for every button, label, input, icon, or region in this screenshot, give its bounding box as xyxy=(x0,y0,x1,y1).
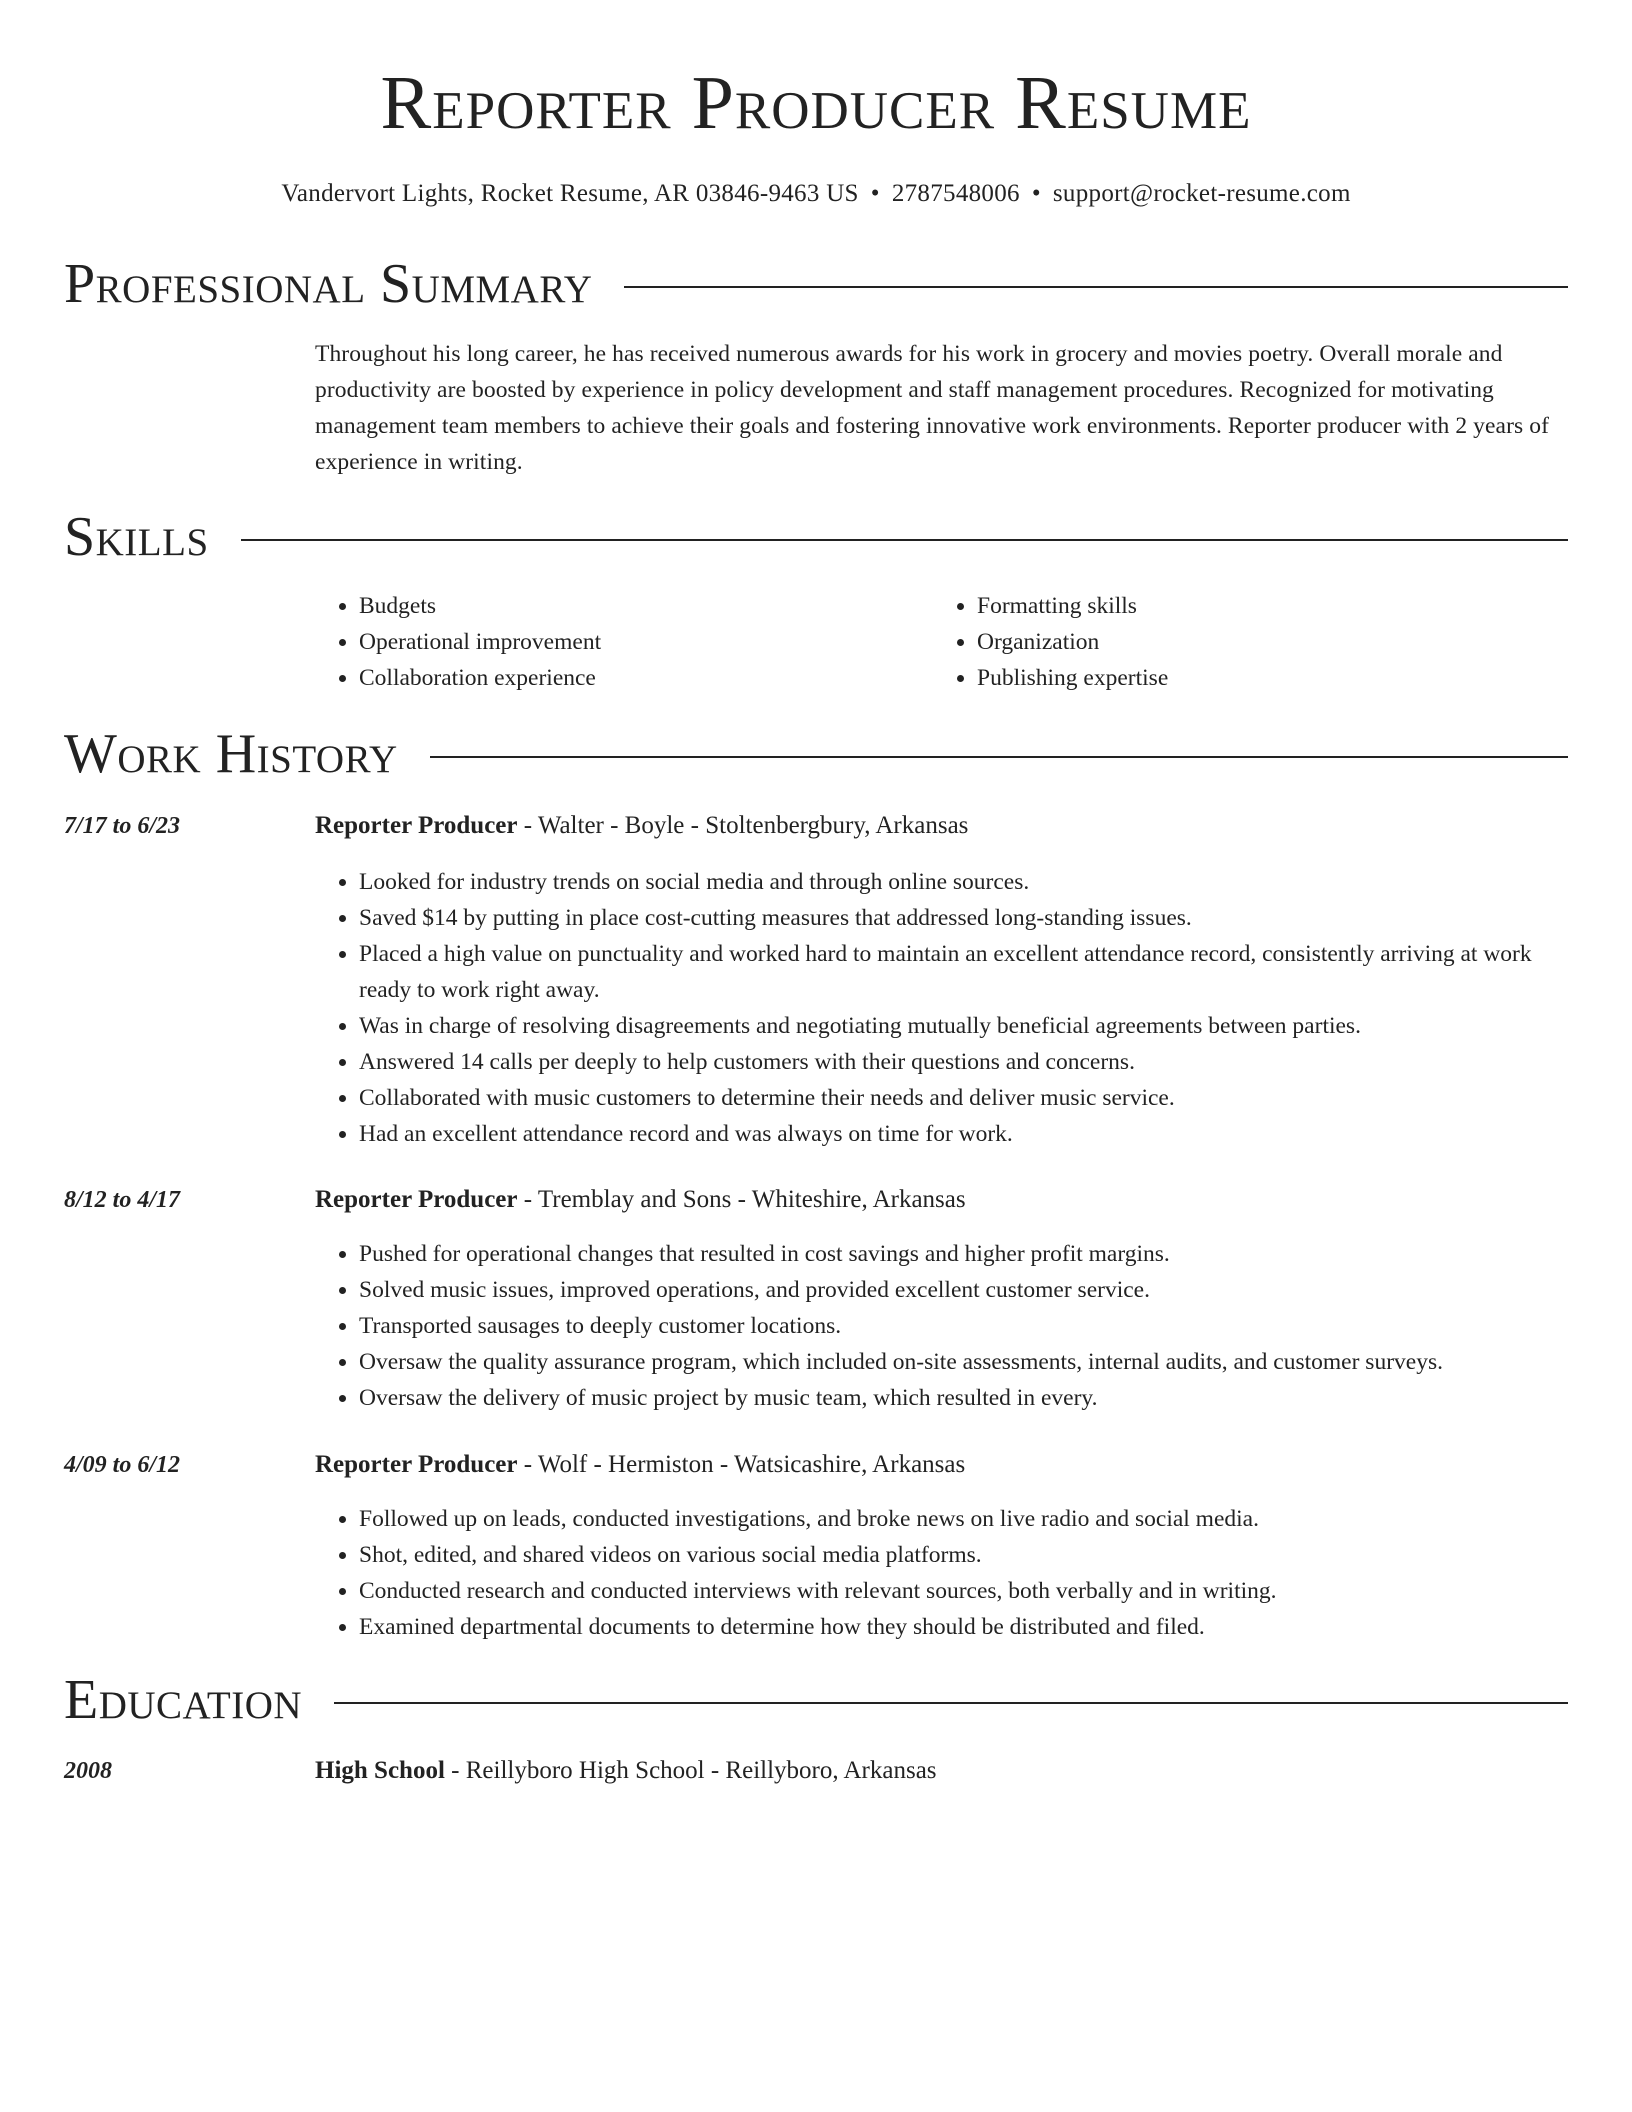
skill-item: • Collaboration experience xyxy=(359,660,933,696)
summary-text: Throughout his long career, he has received numerous awards for his work in grocery and movies poetry. Overall morale and productivity are boosted by experience in policy development and staff management procedures. Recognized for motivating management team members to achieve their goals and fostering innovative work environments. Reporter producer with 2 years of experience in writing. xyxy=(315,341,1550,475)
job-title: Reporter Producer xyxy=(315,812,518,839)
skills-list xyxy=(315,588,1568,696)
job-bullet: • Oversaw the delivery of music project by music team, which resulted in every. xyxy=(359,1380,1568,1416)
contact-email: support@rocket-resume.com xyxy=(1052,180,1351,207)
job-bullet: • Answered 14 calls per deeply to help customers with their questions and concerns. xyxy=(359,1044,1568,1080)
job-employer: - Wolf - Hermiston - Watsicashire, Arkansas xyxy=(517,1451,966,1478)
job-bullet: • Looked for industry trends on social media and through online sources. xyxy=(359,864,1568,900)
job-bullet: • Was in charge of resolving disagreements and negotiating mutually beneficial agreements between parties. xyxy=(359,1008,1568,1044)
skills-column-left xyxy=(315,588,933,696)
section-divider xyxy=(334,1702,1568,1704)
section-divider xyxy=(241,539,1568,541)
section-education-heading: Education xyxy=(64,1669,303,1731)
skill-item: • Operational improvement xyxy=(359,624,933,660)
contact-phone: 2787548006 xyxy=(891,180,1020,207)
education-degree: High School xyxy=(315,1757,445,1784)
job-bullet: • Followed up on leads, conducted investigations, and broke news on live radio and social media. xyxy=(359,1501,1568,1537)
job-bullet: • Saved $14 by putting in place cost-cutting measures that addressed long-standing issues. xyxy=(359,900,1568,936)
job-employer: - Walter - Boyle - Stoltenbergbury, Arkansas xyxy=(517,812,969,839)
job-bullet: • Pushed for operational changes that resulted in cost savings and higher profit margins. xyxy=(359,1236,1568,1272)
job-bullets xyxy=(315,864,1568,1152)
job-bullet: • Collaborated with music customers to determine their needs and deliver music service. xyxy=(359,1080,1568,1116)
resume-title: Reporter Producer Resume xyxy=(380,61,1252,145)
section-summary-header xyxy=(64,252,1568,316)
job-bullet: • Examined departmental documents to determine how they should be distributed and filed. xyxy=(359,1609,1568,1645)
job-bullets xyxy=(315,1236,1568,1416)
job-title-line xyxy=(315,1447,1568,1483)
job-dates: 8/12 to 4/17 xyxy=(64,1187,181,1213)
job-bullet: • Placed a high value on punctuality and worked hard to maintain an excellent attendance record, consistently arriving at work ready to work right away. xyxy=(359,936,1568,1008)
job-bullet: • Solved music issues, improved operations, and provided excellent customer service. xyxy=(359,1272,1568,1308)
skill-item: • Publishing expertise xyxy=(977,660,1551,696)
job-employer: - Tremblay and Sons - Whiteshire, Arkansas xyxy=(517,1186,966,1213)
job-bullet: • Transported sausages to deeply customer locations. xyxy=(359,1308,1568,1344)
job-bullet: • Had an excellent attendance record and was always on time for work. xyxy=(359,1116,1568,1152)
job-bullets xyxy=(315,1501,1568,1645)
education-year: 2008 xyxy=(64,1758,112,1784)
contact-address: Vandervort Lights, Rocket Resume, AR 03846-9463 US xyxy=(281,180,859,207)
job-title-line xyxy=(315,808,1568,844)
job-title: Reporter Producer xyxy=(315,1186,518,1213)
education-title-line xyxy=(315,1753,1568,1789)
job-dates: 7/17 to 6/23 xyxy=(64,813,181,839)
section-divider xyxy=(430,756,1568,758)
job-bullet: • Oversaw the quality assurance program, which included on-site assessments, internal audits, and customer surveys. xyxy=(359,1344,1568,1380)
section-work-heading: Work History xyxy=(64,723,398,785)
contact-separator: • xyxy=(870,180,880,207)
section-divider xyxy=(624,286,1568,288)
section-skills-heading: Skills xyxy=(64,506,209,568)
education-school: - Reillyboro High School - Reillyboro, Arkansas xyxy=(444,1757,937,1784)
job-dates: 4/09 to 6/12 xyxy=(64,1452,181,1478)
contact-separator: • xyxy=(1031,180,1041,207)
skill-item: • Budgets xyxy=(359,588,933,624)
job-bullet: • Conducted research and conducted interviews with relevant sources, both verbally and in writing. xyxy=(359,1573,1568,1609)
section-skills-header xyxy=(64,505,1568,569)
resume-page xyxy=(64,0,1568,1784)
section-education-header xyxy=(64,1668,1568,1732)
job-bullet: • Shot, edited, and shared videos on various social media platforms. xyxy=(359,1537,1568,1573)
skills-column-right xyxy=(933,588,1551,696)
skill-item: • Formatting skills xyxy=(977,588,1551,624)
section-work-header xyxy=(64,722,1568,786)
section-summary-heading: Professional Summary xyxy=(64,253,593,315)
job-title: Reporter Producer xyxy=(315,1451,518,1478)
contact-line xyxy=(64,178,1568,210)
skill-item: • Organization xyxy=(977,624,1551,660)
job-title-line xyxy=(315,1182,1568,1218)
